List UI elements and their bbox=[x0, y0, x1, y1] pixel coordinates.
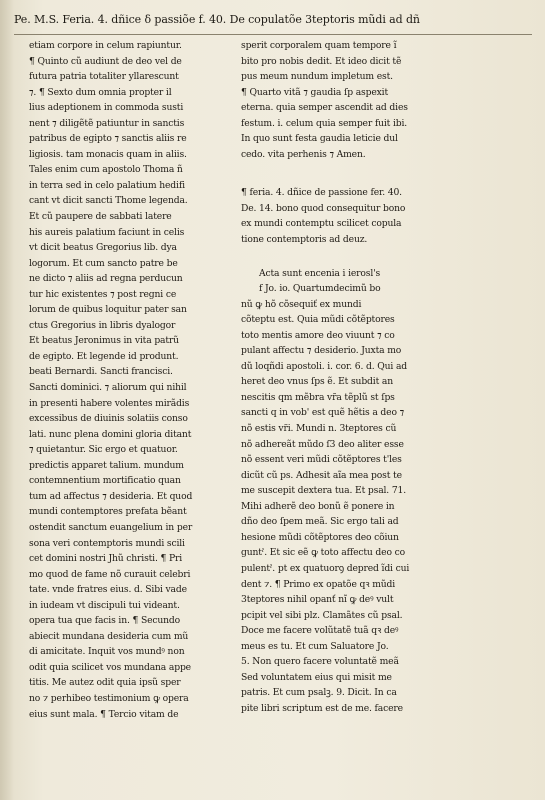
text-line: titis. Me autez odit quia ipsũ sper bbox=[29, 677, 181, 689]
text-line: beati Bernardi. Sancti francisci. bbox=[29, 366, 173, 378]
text-line: odit quia scilicet vos mundana appe bbox=[29, 661, 191, 673]
text-line: opera tua que facis in. ¶ Secundo bbox=[29, 615, 181, 627]
text-line: tur hic existentes ⁊ post regni ce bbox=[29, 288, 177, 300]
text-line: Doce me facere volũtatẽ tuã qꝛ deꝰ bbox=[241, 625, 399, 637]
text-line: toto mentis amore deo viuunt ⁊ co bbox=[241, 329, 395, 341]
text-line: logorum. Et cum sancto patre be bbox=[29, 257, 178, 269]
heading-line: tione contemptoris ad deuz. bbox=[241, 234, 368, 246]
text-line: contemnentium mortificatio quan bbox=[29, 475, 181, 487]
text-line: etiam corpore in celum rapiuntur. bbox=[29, 40, 182, 51]
text-line: lius adeptionem in commoda susti bbox=[29, 102, 184, 114]
text-line: patribus de egipto ⁊ sanctis aliis re bbox=[29, 133, 187, 145]
text-line: bito pro nobis dedit. Et ideo dicit tẽ bbox=[241, 55, 402, 67]
text-line: 3teptores nihil opanť nĩ ꝙ deꝰ vult bbox=[241, 594, 394, 606]
text-line: excessibus de diuinis solatiis conso bbox=[29, 413, 188, 425]
text-line: cõteptu est. Quia mũdi cõtẽptores bbox=[241, 314, 395, 326]
text-line: pulentˀ. pt ex quatuorꝯ depred ĩdi cui bbox=[241, 562, 410, 574]
heading-line: ¶ feria. 4. dñice de passione fer. 40. bbox=[241, 187, 402, 199]
text-line: ¶ Quarto vitã ⁊ gaudia ſp aspexit bbox=[241, 86, 389, 98]
text-line: cedo. vita perhenis ⁊ Amen. bbox=[241, 148, 366, 160]
text-line: meus es tu. Et cum Saluatore Jo. bbox=[241, 640, 389, 652]
text-line: In quo sunt festa gaudia leticie dul bbox=[241, 133, 398, 145]
text-line: ⁊. ¶ Sexto dum omnia propter il bbox=[29, 86, 172, 98]
section-heading bbox=[241, 185, 446, 247]
text-line: Sancti dominici. ⁊ aliorum qui nihil bbox=[29, 382, 187, 394]
section-gap bbox=[241, 162, 446, 185]
page-fold-shadow bbox=[0, 0, 14, 800]
right-column-body-text bbox=[241, 266, 446, 717]
text-line: lati. nunc plena domini gloria ditant bbox=[29, 428, 192, 440]
text-line: ¶ Quinto cũ audiunt de deo vel de bbox=[29, 55, 182, 67]
text-line: tate. vnde fratres eius. d. Sibi vade bbox=[29, 584, 187, 596]
text-line: festum. i. celum quia semper fuit ibi. bbox=[241, 117, 408, 129]
text-line: ne dicto ⁊ aliis ad regna perducun bbox=[29, 273, 183, 285]
text-line: tum ad affectus ⁊ desideria. Et quod bbox=[29, 490, 193, 502]
text-line: Et cũ paupere de sabbati latere bbox=[29, 211, 172, 223]
text-line: mundi contemptores prefata bẽant bbox=[29, 506, 187, 518]
text-line: sona veri contemptoris mundi scili bbox=[29, 537, 185, 549]
text-line: nũ ꝙ hõ cõsequiť ex mundi bbox=[241, 298, 362, 310]
text-line: lorum de quibus loquitur pater san bbox=[29, 304, 187, 316]
section-gap bbox=[241, 248, 446, 266]
text-line: patris. Et cum psalꝫ. 9. Dicit. In ca bbox=[241, 687, 397, 699]
text-line: in presenti habere volentes mirãdis bbox=[29, 397, 190, 409]
heading-line: De. 14. bono quod consequitur bono bbox=[241, 202, 406, 214]
text-line: me suscepit dextera tua. Et psal. 71. bbox=[241, 485, 407, 497]
text-line: sancti q in vob' est quẽ hẽtis a deo ⁊ bbox=[241, 407, 405, 419]
text-line: Sed voluntatem eius qui misit me bbox=[241, 671, 392, 683]
text-line: nõ estis vr̃i. Mundi n. 3teptores cũ bbox=[241, 423, 397, 435]
text-line: predictis apparet talium. mundum bbox=[29, 459, 184, 471]
text-line: in iudeam vt discipuli tui videant. bbox=[29, 599, 180, 611]
text-line: ⁊ quietantur. Sic ergo et quatuor. bbox=[29, 444, 178, 456]
text-line: eterna. quia semper ascendit ad dies bbox=[241, 102, 408, 114]
text-line: no ⁊ perhibeo testimonium ꝙ opera bbox=[29, 692, 189, 704]
text-line: in terra sed in celo palatium hedifi bbox=[29, 179, 185, 191]
text-line: pus meum nundum impletum est. bbox=[241, 71, 393, 83]
text-line: dent ⁊. ¶ Primo ex opatõe qꝛ mũdi bbox=[241, 578, 396, 590]
text-line: sperit corporalem quam tempore ĩ bbox=[241, 40, 397, 51]
text-line: abiecit mundana desideria cum mũ bbox=[29, 630, 189, 642]
text-line: guntˀ. Et sic eẽ ꝙ toto affectu deo co bbox=[241, 547, 405, 559]
text-line: his aureis palatium faciunt in celis bbox=[29, 226, 185, 238]
text-line: ligiosis. tam monacis quam in aliis. bbox=[29, 148, 187, 160]
text-line: dũ loqñdi apostoli. i. cor. 6. d. Qui ad bbox=[241, 360, 408, 372]
right-column bbox=[241, 38, 446, 716]
text-line: Mihi adherẽ deo bonũ ẽ ponere in bbox=[241, 500, 395, 512]
text-line: futura patria totaliter yllarescunt bbox=[29, 71, 179, 83]
text-line: hesione mũdi cõtẽptores deo cõiun bbox=[241, 531, 399, 543]
text-line: nõ essent veri mũdi cõtẽptores t'les bbox=[241, 454, 402, 466]
text-line: eius sunt mala. ¶ Tercio vitam de bbox=[29, 708, 179, 720]
right-column-top-text bbox=[241, 38, 446, 162]
text-line: de egipto. Et legende id produnt. bbox=[29, 350, 179, 362]
text-line: vt dicit beatus Gregorius lib. dya bbox=[29, 242, 177, 254]
text-line: dicũt cũ ps. Adhesit aĩa mea post te bbox=[241, 469, 402, 481]
text-line: Et beatus Jeronimus in vita patrũ bbox=[29, 335, 179, 347]
text-line: Tales enim cum apostolo Thoma ñ bbox=[29, 164, 183, 176]
text-line: di amicitate. Inquit vos mundꝰ non bbox=[29, 646, 185, 658]
text-line: nescitis qm mẽbra vr̃a tẽplũ st ſps bbox=[241, 391, 395, 403]
header-rule bbox=[14, 34, 532, 35]
text-line: f Jo. io. Quartumdecimũ bo bbox=[259, 283, 381, 295]
text-line: cant vt dicit sancti Thome legenda. bbox=[29, 195, 188, 207]
left-column bbox=[29, 38, 229, 722]
text-line: ostendit sanctum euangelium in per bbox=[29, 521, 193, 533]
text-line: Acta sunt encenia i ierosl's bbox=[259, 267, 381, 279]
text-line: pulant affectu ⁊ desiderio. Juxta mo bbox=[241, 345, 402, 357]
text-line: pcipit vel sibi plz. Clamãtes cũ psal. bbox=[241, 609, 403, 621]
text-line: heret deo vnus ſps ẽ. Et subdit an bbox=[241, 376, 393, 388]
text-line: 5. Non quero facere voluntatẽ meã bbox=[241, 656, 399, 668]
text-line: pite libri scriptum est de me. facere bbox=[241, 702, 403, 714]
text-line: dño deo ſpem meã. Sic ergo tali ad bbox=[241, 516, 399, 528]
text-line: nent ⁊ diligẽtẽ patiuntur in sanctis bbox=[29, 117, 185, 129]
text-line: mo quod de fame nõ curauit celebri bbox=[29, 568, 191, 580]
heading-line: ex mundi contemptu scilicet copula bbox=[241, 218, 402, 230]
text-line: ctus Gregorius in libris dyalogor bbox=[29, 319, 176, 331]
running-head: Pe. M.S. Feria. 4. dñice ẟ passiõe f. 40. De copulatõe 3teptoris mũdi ad dñ bbox=[14, 13, 420, 26]
text-line: cet domini nostri Jhũ christi. ¶ Pri bbox=[29, 553, 183, 565]
text-line: nõ adhereãt mũdo ſ3 deo aliter esse bbox=[241, 438, 404, 450]
